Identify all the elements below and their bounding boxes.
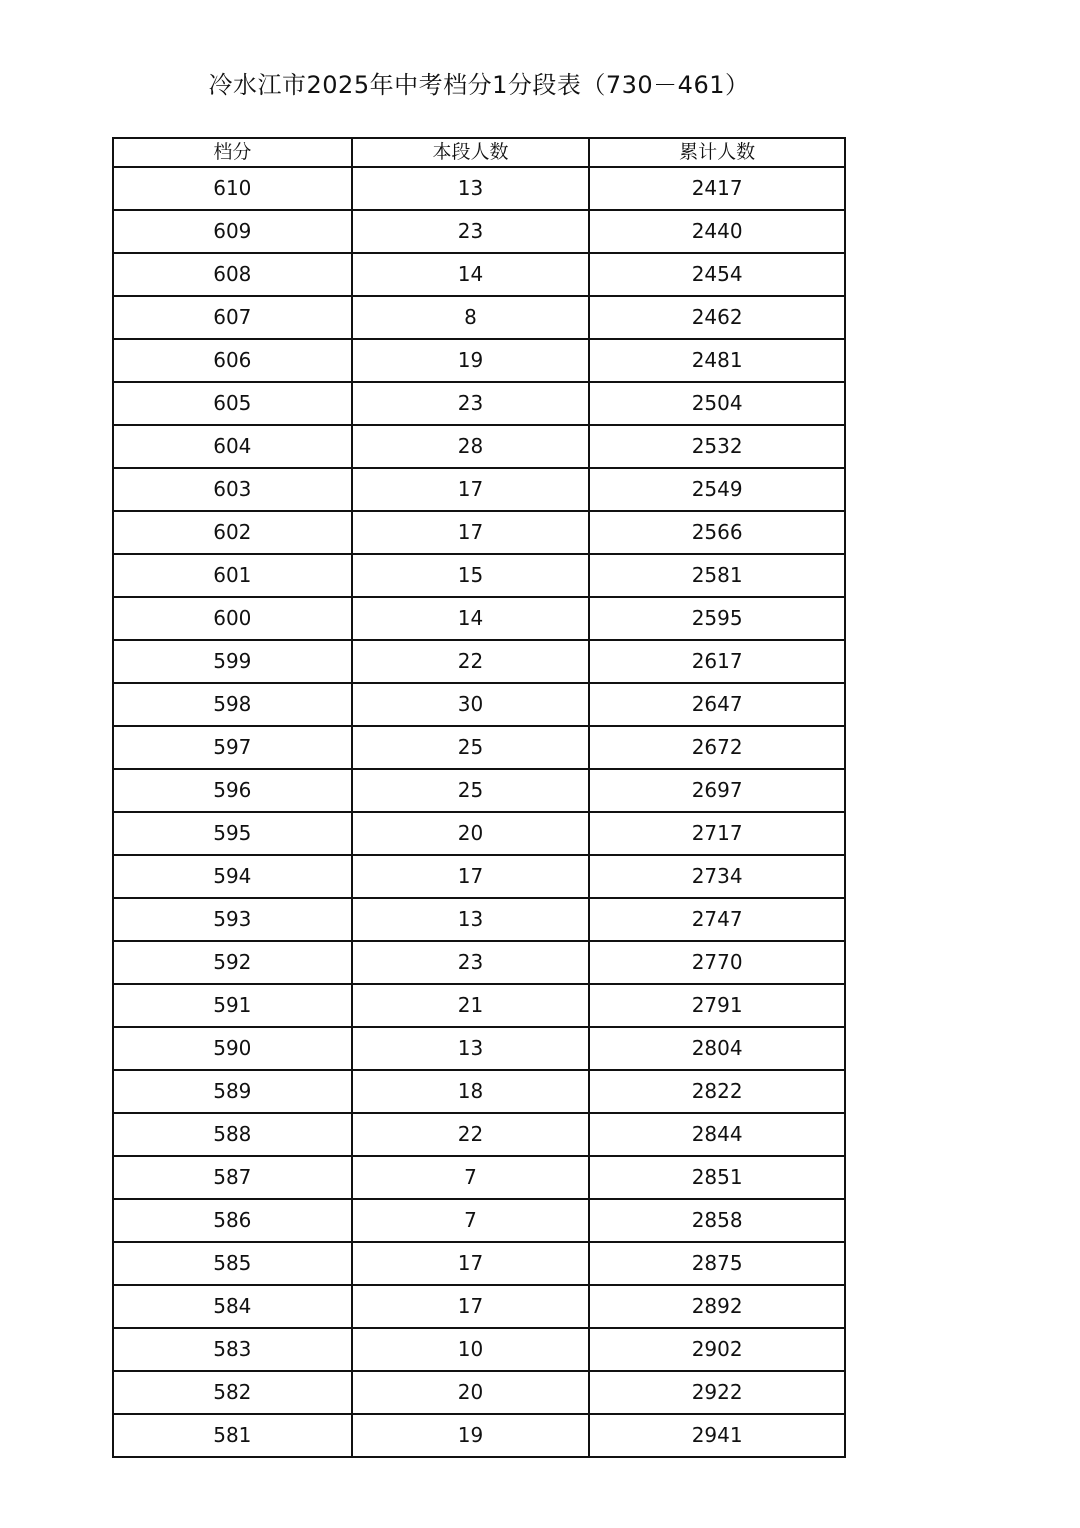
segment-count-cell: 23 (352, 210, 590, 253)
score-cell: 601 (113, 554, 352, 597)
segment-count-cell: 13 (352, 898, 590, 941)
score-cell: 593 (113, 898, 352, 941)
cumulative-count-cell: 2549 (589, 468, 845, 511)
cumulative-count-cell: 2851 (589, 1156, 845, 1199)
header-score: 档分 (113, 138, 352, 167)
table-row (113, 1113, 845, 1156)
cumulative-count-cell: 2858 (589, 1199, 845, 1242)
segment-count-cell: 14 (352, 253, 590, 296)
table-row (113, 253, 845, 296)
segment-count-cell: 21 (352, 984, 590, 1027)
header-cumulative-count: 累计人数 (589, 138, 845, 167)
table-row (113, 769, 845, 812)
cumulative-count-cell: 2941 (589, 1414, 845, 1457)
segment-count-cell: 19 (352, 1414, 590, 1457)
segment-count-cell: 17 (352, 468, 590, 511)
cumulative-count-cell: 2922 (589, 1371, 845, 1414)
segment-count-cell: 13 (352, 167, 590, 210)
segment-count-cell: 18 (352, 1070, 590, 1113)
table-row (113, 1027, 845, 1070)
cumulative-count-cell: 2672 (589, 726, 845, 769)
cumulative-count-cell: 2902 (589, 1328, 845, 1371)
table-row (113, 597, 845, 640)
table-row (113, 1199, 845, 1242)
table-row (113, 167, 845, 210)
table-row (113, 1242, 845, 1285)
cumulative-count-cell: 2770 (589, 941, 845, 984)
segment-count-cell: 23 (352, 382, 590, 425)
cumulative-count-cell: 2532 (589, 425, 845, 468)
segment-count-cell: 7 (352, 1156, 590, 1199)
table-row (113, 382, 845, 425)
score-cell: 596 (113, 769, 352, 812)
segment-count-cell: 20 (352, 1371, 590, 1414)
table-row (113, 1285, 845, 1328)
cumulative-count-cell: 2417 (589, 167, 845, 210)
score-cell: 588 (113, 1113, 352, 1156)
cumulative-count-cell: 2747 (589, 898, 845, 941)
score-cell: 584 (113, 1285, 352, 1328)
segment-count-cell: 23 (352, 941, 590, 984)
cumulative-count-cell: 2481 (589, 339, 845, 382)
cumulative-count-cell: 2804 (589, 1027, 845, 1070)
document-title: 冷水江市2025年中考档分1分段表（730－461） (208, 71, 750, 99)
header-segment-count: 本段人数 (352, 138, 590, 167)
score-cell: 581 (113, 1414, 352, 1457)
cumulative-count-cell: 2504 (589, 382, 845, 425)
cumulative-count-cell: 2581 (589, 554, 845, 597)
segment-count-cell: 17 (352, 855, 590, 898)
table-row (113, 898, 845, 941)
table-row (113, 683, 845, 726)
cumulative-count-cell: 2822 (589, 1070, 845, 1113)
table-row (113, 726, 845, 769)
segment-count-cell: 13 (352, 1027, 590, 1070)
cumulative-count-cell: 2697 (589, 769, 845, 812)
cumulative-count-cell: 2892 (589, 1285, 845, 1328)
segment-count-cell: 28 (352, 425, 590, 468)
segment-count-cell: 15 (352, 554, 590, 597)
score-cell: 591 (113, 984, 352, 1027)
score-cell: 597 (113, 726, 352, 769)
score-distribution-table (112, 137, 846, 1458)
score-cell: 610 (113, 167, 352, 210)
table-row (113, 1328, 845, 1371)
table-row (113, 984, 845, 1027)
segment-count-cell: 25 (352, 769, 590, 812)
segment-count-cell: 19 (352, 339, 590, 382)
score-cell: 606 (113, 339, 352, 382)
score-cell: 602 (113, 511, 352, 554)
table-row (113, 941, 845, 984)
cumulative-count-cell: 2717 (589, 812, 845, 855)
table-row (113, 1156, 845, 1199)
table-row (113, 296, 845, 339)
score-cell: 595 (113, 812, 352, 855)
table-row (113, 468, 845, 511)
score-cell: 598 (113, 683, 352, 726)
table-row (113, 640, 845, 683)
cumulative-count-cell: 2791 (589, 984, 845, 1027)
score-cell: 609 (113, 210, 352, 253)
cumulative-count-cell: 2454 (589, 253, 845, 296)
table-body (113, 167, 845, 1457)
segment-count-cell: 30 (352, 683, 590, 726)
score-cell: 583 (113, 1328, 352, 1371)
segment-count-cell: 7 (352, 1199, 590, 1242)
table-row (113, 1371, 845, 1414)
segment-count-cell: 20 (352, 812, 590, 855)
table-header-row (113, 138, 845, 167)
segment-count-cell: 17 (352, 511, 590, 554)
segment-count-cell: 10 (352, 1328, 590, 1371)
score-cell: 604 (113, 425, 352, 468)
cumulative-count-cell: 2647 (589, 683, 845, 726)
score-cell: 594 (113, 855, 352, 898)
segment-count-cell: 22 (352, 1113, 590, 1156)
score-cell: 589 (113, 1070, 352, 1113)
score-cell: 582 (113, 1371, 352, 1414)
table-row (113, 1414, 845, 1457)
cumulative-count-cell: 2734 (589, 855, 845, 898)
cumulative-count-cell: 2595 (589, 597, 845, 640)
segment-count-cell: 17 (352, 1285, 590, 1328)
cumulative-count-cell: 2875 (589, 1242, 845, 1285)
table-row (113, 855, 845, 898)
score-cell: 600 (113, 597, 352, 640)
score-cell: 607 (113, 296, 352, 339)
table-row (113, 1070, 845, 1113)
segment-count-cell: 8 (352, 296, 590, 339)
segment-count-cell: 25 (352, 726, 590, 769)
cumulative-count-cell: 2462 (589, 296, 845, 339)
score-cell: 586 (113, 1199, 352, 1242)
score-cell: 605 (113, 382, 352, 425)
table-row (113, 425, 845, 468)
score-cell: 599 (113, 640, 352, 683)
table-row (113, 339, 845, 382)
score-cell: 585 (113, 1242, 352, 1285)
table-row (113, 554, 845, 597)
cumulative-count-cell: 2617 (589, 640, 845, 683)
score-cell: 603 (113, 468, 352, 511)
table-row (113, 812, 845, 855)
score-cell: 592 (113, 941, 352, 984)
score-cell: 587 (113, 1156, 352, 1199)
table-row (113, 511, 845, 554)
cumulative-count-cell: 2844 (589, 1113, 845, 1156)
segment-count-cell: 14 (352, 597, 590, 640)
score-cell: 608 (113, 253, 352, 296)
segment-count-cell: 22 (352, 640, 590, 683)
segment-count-cell: 17 (352, 1242, 590, 1285)
cumulative-count-cell: 2440 (589, 210, 845, 253)
table-row (113, 210, 845, 253)
cumulative-count-cell: 2566 (589, 511, 845, 554)
score-cell: 590 (113, 1027, 352, 1070)
